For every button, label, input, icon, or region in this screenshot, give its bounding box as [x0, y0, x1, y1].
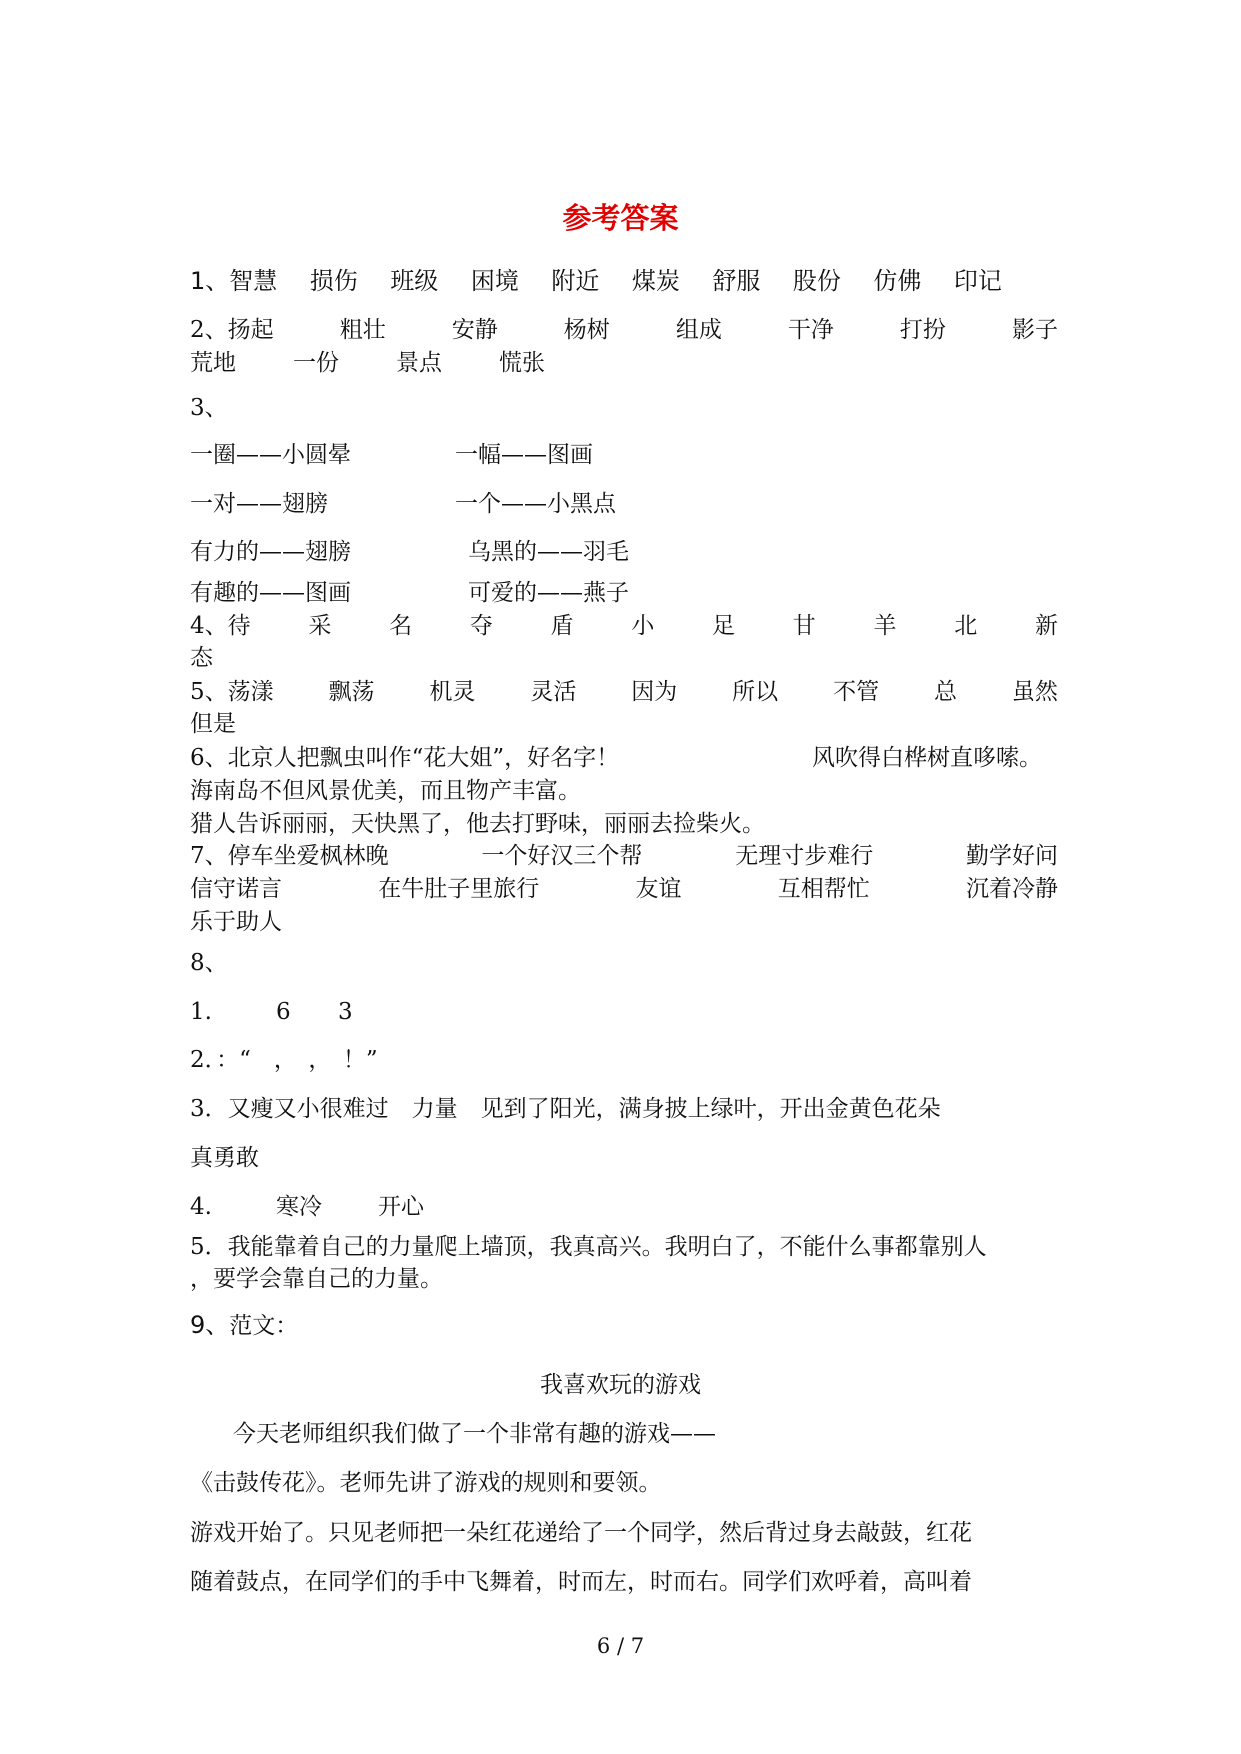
q4-item: 足: [712, 613, 736, 639]
q3-pair-right: 一幅——图画: [455, 442, 593, 468]
q4-item: 名: [389, 613, 413, 639]
q1-item: 煤炭: [631, 267, 680, 295]
q1-item: 股份: [792, 267, 841, 295]
q9-heading: 9、范文：: [190, 1311, 299, 1339]
q8-answer-4-value-1: 寒冷: [276, 1194, 322, 1220]
q6-line-3: 猎人告诉丽丽，天快黑了，他去打野味，丽丽去捡柴火。: [190, 811, 765, 837]
essay-paragraph-line: 《击鼓传花》。老师先讲了游戏的规则和要领。: [190, 1470, 662, 1496]
q7-item: 友谊: [635, 876, 682, 902]
q2-item: 景点: [396, 350, 442, 376]
q1-item: 1、智慧: [190, 267, 278, 295]
page-title: 参考答案: [562, 201, 679, 235]
q4-item: 4、待: [190, 613, 251, 639]
q2-item: 安静: [451, 317, 498, 343]
q1-item: 附近: [551, 267, 600, 295]
q5-item: 总: [933, 679, 957, 705]
q1-item: 仿佛: [873, 267, 922, 295]
q3-pair-right: 乌黑的——羽毛: [468, 539, 629, 565]
q4-row-1: [190, 611, 1058, 641]
q7-row-1: [190, 841, 1058, 871]
q7-item: 沉着冷静: [966, 876, 1058, 902]
q4-item: 盾: [550, 613, 574, 639]
essay-paragraph-line: 游戏开始了。只见老师把一朵红花递给了一个同学，然后背过身去敲鼓，红花: [190, 1520, 972, 1546]
essay-paragraph-line: 随着鼓点，在同学们的手中飞舞着，时而左，时而右。同学们欢呼着，高叫着: [190, 1569, 972, 1595]
q2-item: 干净: [787, 317, 834, 343]
q2-item: 杨树: [563, 317, 610, 343]
q3-pair-right: 可爱的——燕子: [468, 580, 629, 606]
q1-item: 舒服: [712, 267, 761, 295]
q8-answer-5: 5．我能靠着自己的力量爬上墙顶，我真高兴。我明白了，不能什么事都靠别人: [190, 1234, 987, 1260]
q4-item: 夺: [469, 613, 493, 639]
q2-item: 粗壮: [339, 317, 386, 343]
q3-pair-right: 一个——小黑点: [455, 491, 616, 517]
q5-row-1: [190, 677, 1058, 707]
q4-item: 北: [954, 613, 978, 639]
essay-paragraph-line: 今天老师组织我们做了一个非常有趣的游戏——: [233, 1421, 716, 1447]
q8-answer-1-value-1: 6: [276, 999, 291, 1025]
q3-pair-left: 一对——翅膀: [190, 491, 328, 517]
q4-item: 采: [308, 613, 332, 639]
q1-item: 印记: [953, 267, 1002, 295]
q2-row-1: [190, 315, 1058, 345]
q5-item: 机灵: [429, 679, 476, 705]
page-number: 6 / 7: [596, 1634, 645, 1658]
q7-item: 互相帮忙: [777, 876, 870, 902]
q8-answer-1-value-2: 3: [338, 999, 353, 1025]
q6-line-1a: 6、北京人把飘虫叫作“花大姐”，好名字！: [190, 745, 620, 771]
q3-pair-left: 一圈——小圆晕: [190, 442, 351, 468]
q5-item: 不管: [833, 679, 880, 705]
q8-answer-3-cont: 真勇敢: [190, 1145, 259, 1171]
q7-item: 一个好汉三个帮: [481, 843, 643, 869]
q8-answer-3: 3．又瘦又小很难过 力量 见到了阳光，满身披上绿叶，开出金黄色花朵: [190, 1096, 941, 1122]
q7-item: 无理寸步难行: [735, 843, 874, 869]
q3-pair-left: 有趣的——图画: [190, 580, 351, 606]
q5-item: 虽然: [1011, 679, 1058, 705]
q7-row-2: [190, 874, 1058, 904]
q2-item: 荒地: [190, 350, 236, 376]
q2-item: 打扮: [899, 317, 946, 343]
q4-item: 甘: [792, 613, 816, 639]
q8-number: 8、: [190, 950, 228, 976]
q5-row-2: 但是: [190, 711, 236, 737]
q1-item: 损伤: [309, 267, 358, 295]
q2-item: 组成: [675, 317, 722, 343]
q5-item: 因为: [631, 679, 678, 705]
q8-answer-1-label: 1.: [190, 999, 212, 1025]
q3-pair-left: 有力的——翅膀: [190, 539, 351, 565]
q6-line-2: 海南岛不但风景优美，而且物产丰富。: [190, 778, 581, 804]
q2-row-2: [190, 348, 545, 378]
q5-item: 灵活: [530, 679, 577, 705]
q2-item: 2、扬起: [190, 317, 274, 343]
q1-item: 困境: [470, 267, 519, 295]
q4-row-2: 态: [190, 645, 213, 671]
q7-item: 7、停车坐爱枫林晚: [190, 843, 389, 869]
q7-item: 勤学好问: [965, 843, 1058, 869]
q3-number: 3、: [190, 395, 228, 421]
q5-item: 所以: [732, 679, 779, 705]
q2-item: 影子: [1011, 317, 1058, 343]
q2-item: 一份: [293, 350, 339, 376]
q5-item: 5、荡漾: [190, 679, 274, 705]
q4-item: 小: [631, 613, 655, 639]
q7-row-3: 乐于助人: [190, 909, 282, 935]
q5-item: 飘荡: [328, 679, 375, 705]
q8-answer-4-label: 4.: [190, 1194, 212, 1220]
q4-item: 新: [1034, 613, 1058, 639]
q1-item: 班级: [390, 267, 439, 295]
q4-item: 羊: [873, 613, 897, 639]
q8-answer-2: 2．：“ ， ， ！”: [190, 1047, 378, 1073]
q7-item: 信守诺言: [190, 876, 282, 902]
q8-answer-4-value-2: 开心: [378, 1194, 424, 1220]
q1-row: [190, 266, 1002, 296]
q7-item: 在牛肚子里旅行: [378, 876, 540, 902]
q2-item: 慌张: [499, 350, 545, 376]
essay-title: 我喜欢玩的游戏: [540, 1372, 701, 1398]
q8-answer-5-cont: ，要学会靠自己的力量。: [190, 1266, 443, 1292]
q6-line-1b: 风吹得白桦树直哆嗦。: [812, 745, 1042, 771]
